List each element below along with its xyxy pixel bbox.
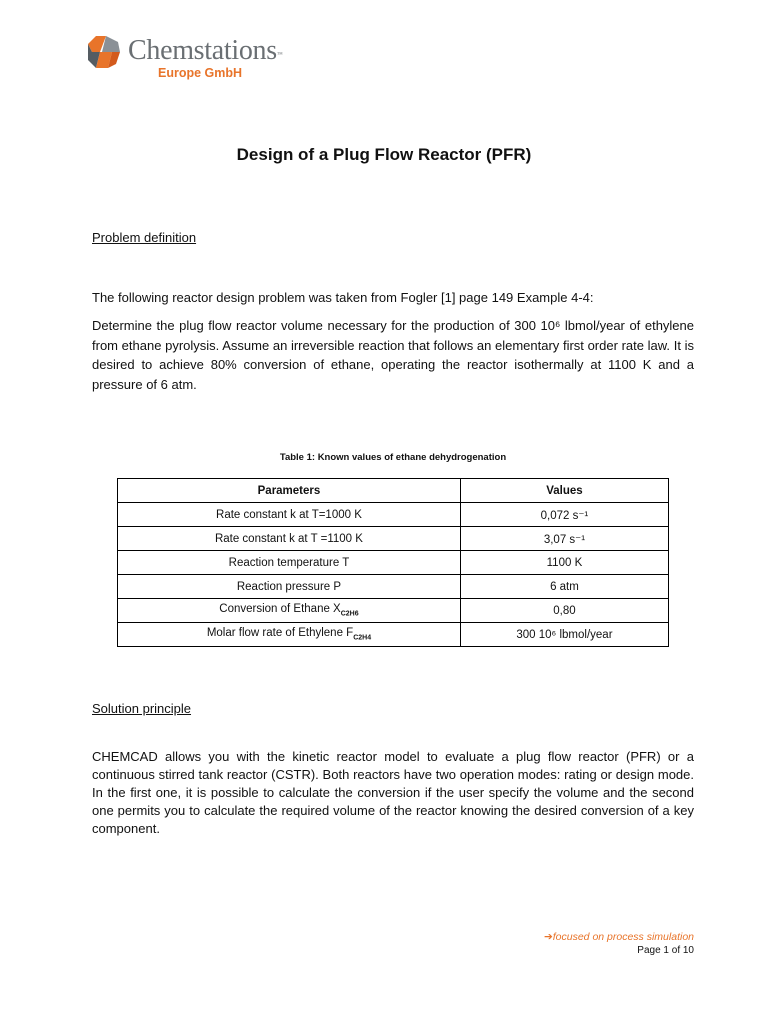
chemstations-hex-icon (86, 34, 122, 70)
logo-wordmark: Chemstations™ (128, 35, 283, 66)
page-number: Page 1 of 10 (637, 945, 694, 956)
arrow-icon: ➔ (543, 931, 553, 943)
company-logo (86, 34, 282, 80)
intro-paragraph: The following reactor design problem was taken from Fogler [1] page 149 Example 4-4: (92, 290, 594, 305)
table-row (118, 575, 669, 599)
logo-subtitle: Europe GmbH (158, 66, 243, 80)
param-cell: Reaction temperature T (118, 551, 461, 575)
table-row (118, 503, 669, 527)
param-cell: Rate constant k at T =1100 K (118, 527, 461, 551)
value-cell: 0,80 (460, 599, 668, 623)
param-cell: Molar flow rate of Ethylene $F_{C2H4}$ (118, 623, 461, 647)
table-row (118, 599, 669, 623)
column-header-values: Values (460, 479, 668, 503)
table-row (118, 527, 669, 551)
column-header-parameters: Parameters (118, 479, 461, 503)
table-header-row (118, 479, 669, 503)
footer-tagline: ➔focused on process simulation (543, 931, 694, 943)
value-cell: 0,072 s⁻¹ (460, 503, 668, 527)
param-cell: Reaction pressure P (118, 575, 461, 599)
table-row (118, 551, 669, 575)
value-cell: 6 atm (460, 575, 668, 599)
table-row (118, 623, 669, 647)
param-cell: Conversion of Ethane $X_{C2H6}$ (118, 599, 461, 623)
table-caption: Table 1: Known values of ethane dehydrogenation (279, 452, 507, 463)
problem-paragraph: Determine the plug flow reactor volume necessary for the production of 300 10⁶ lbmol/year of ethylene from ethane pyrolysis. Assume an irreversible reaction that follows an elementary first order rate law. It is desired to achieve 80% conversion of ethane, operating the reactor isothermally at 1100 K and a pressure of 6 atm. (92, 318, 694, 392)
solution-paragraph: CHEMCAD allows you with the kinetic reactor model to evaluate a plug flow reactor (PFR) or a continuous stirred tank reactor (CSTR). Both reactors have two operation modes: rating or design mode. In the first one, it is possible to calculate the conversion if the user specify the volume and the second one permits you to calculate the required volume of the reactor knowing the desired conversion of a key component. (92, 749, 694, 836)
known-values-table (117, 478, 669, 647)
section-heading-problem: Problem definition (92, 230, 197, 245)
section-heading-solution: Solution principle (92, 701, 192, 716)
param-cell: Rate constant k at T=1000 K (118, 503, 461, 527)
document-title: Design of a Plug Flow Reactor (PFR) (236, 145, 532, 164)
value-cell: 300 10⁶ lbmol/year (460, 623, 668, 647)
value-cell: 1100 K (460, 551, 668, 575)
value-cell: 3,07 s⁻¹ (460, 527, 668, 551)
